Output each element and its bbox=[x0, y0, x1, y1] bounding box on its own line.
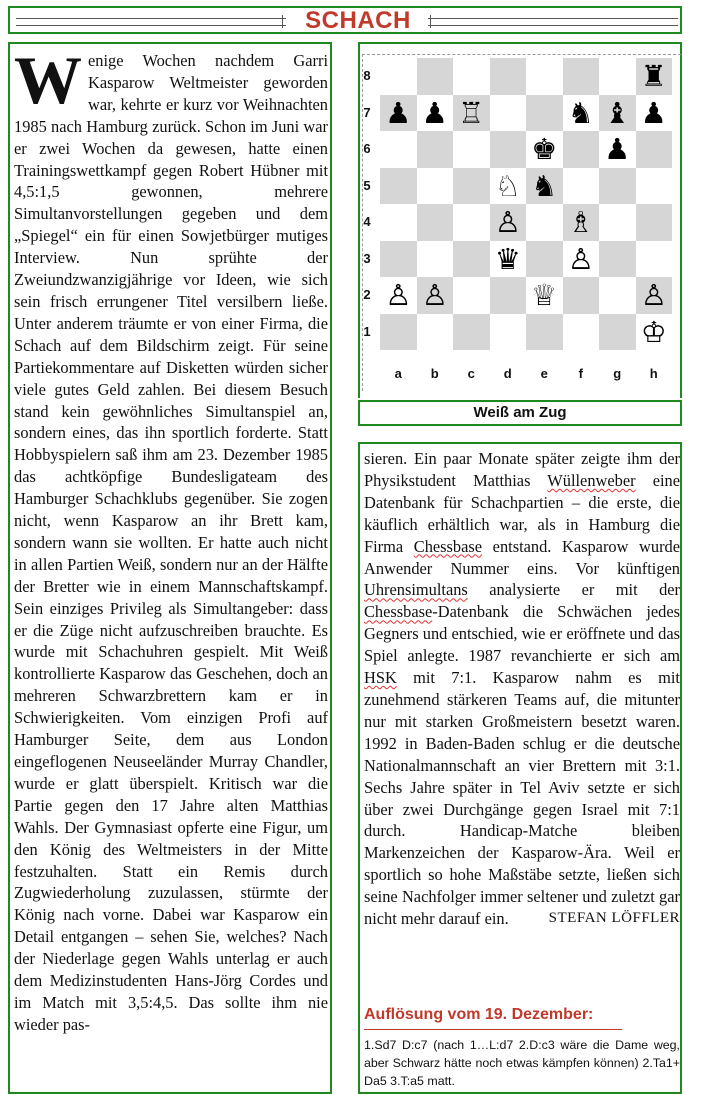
square-b4 bbox=[417, 204, 454, 241]
square-d7 bbox=[490, 95, 527, 132]
square-d2 bbox=[490, 277, 527, 314]
article-body-right bbox=[364, 448, 680, 930]
square-a3 bbox=[380, 241, 417, 278]
article-body-left bbox=[14, 42, 328, 1036]
piece-h7: ♟ bbox=[640, 95, 667, 130]
piece-h8: ♜ bbox=[640, 59, 667, 93]
square-b8 bbox=[417, 58, 454, 95]
square-g4 bbox=[599, 204, 636, 241]
piece-h2: ♙ bbox=[640, 278, 667, 312]
chess-board bbox=[380, 58, 672, 350]
file-label-e: e bbox=[540, 366, 548, 381]
solution-text: 1.Sd7 D:c7 (nach 1…L:d7 2.D:c3 wäre die Dame weg, aber Schwarz hätte noch etwas kämpfen können) 2.Ta1+ Da5 3.T:a5 matt. bbox=[364, 1038, 680, 1088]
file-label-b: b bbox=[430, 366, 439, 381]
square-a4 bbox=[380, 204, 417, 241]
piece-g6: ♟ bbox=[604, 132, 631, 166]
file-label-f: f bbox=[578, 366, 583, 381]
square-f8 bbox=[563, 58, 600, 95]
piece-f4: ♗ bbox=[567, 205, 594, 239]
rank-label-8: 8 bbox=[363, 68, 371, 83]
drop-cap: W bbox=[14, 42, 82, 118]
square-h3 bbox=[636, 241, 673, 278]
piece-f7: ♞ bbox=[567, 95, 594, 130]
square-b3 bbox=[417, 241, 454, 278]
piece-b7: ♟ bbox=[421, 95, 448, 130]
spell-flag-wuellenweber: Wüllenweber bbox=[547, 470, 636, 490]
author-signature: STEFAN LÖFFLER bbox=[548, 910, 680, 927]
piece-h1: ♔ bbox=[640, 314, 667, 349]
square-h4 bbox=[636, 204, 673, 241]
square-d8 bbox=[490, 58, 527, 95]
article-text-right-2: eine Datenbank für Schachpartien – die erste, die käuflich erhältlich war, als in Hamburg die Firma bbox=[364, 470, 680, 556]
rank-label-5: 5 bbox=[363, 177, 371, 193]
square-c3 bbox=[453, 241, 490, 278]
piece-g7: ♝ bbox=[604, 95, 631, 130]
article-text-left: enige Wochen nachdem Garri Kasparow Weltmeister geworden war, kehrte er kurz vor Weihnachten 1985 nach Hamburg zurück. Schon im Juni war er zwei Wochen da gewesen, hatte einen Trainingswettkampf gegen Robert Hübner mit 4,5:1,5 gewonnen, mehrere Simultanvorstellungen gegeben und dem „Spiegel“ ein für einen Sowjetbürger mutiges Interview. Nun sprühte der Zweiundzwanzigjährige vor Ideen, wie sich sein frisch errungener Titel versilbern ließe. Unter anderem träumte er von einer Firma, die Schach auf dem Bildschirm zeigt. Für seine Partiekommentare auf Disketten würden sicher viele gutes Geld zahlen. Bei diesem Besuch stand kein gewöhnliches Simultanspiel an, sondern eines, das ihn sportlich forderte. Statt Hobbyspielern saß ihm am 23. Dezember 1985 das achtköpfige Bundesligateam des Hamburger Schachklubs gegenüber. Sie zogen nicht, wenn Kasparow an ihr Brett kam, sondern wann sie wollten. Er hatte auch nicht in allen Partien Weiß, sondern nur an der Hälfte der Bretter wie in einem Mannschaftskampf. Sein einziges Privileg als Simultangeber: dass er die Züge nicht aufzuschreiben brauchte. Es wurde mit Schachuhren gespielt. Mit Weiß kontrollierte Kasparow das Geschehen, doch an mehreren Schwarzbrettern kam er in Schwierigkeiten. Vom einzigen Profi auf Hamburger Seite, dem aus London eingeflogenen Neuseeländer Murray Chandler, wurde er glatt überspielt. Kritisch war die Partie gegen den 17 Jahre alten Matthias Wahls. Der Gymnasiast opferte eine Figur, um den König des Weltmeisters in der Mitte festzuhalten. Statt ein Remis durch Zugwiederholung zuzulassen, stürmte der König nach vorne. Dabei war Kasparow ein Detail entgangen – sehen Sie, welches? Nach der Niederlage gegen Wahls unterlag er auch dem Medizinstudenten Hans-Jörg Cordes und im Match mit 3,5:4,5. Das sollte ihm nie wieder pas- bbox=[14, 51, 328, 1034]
piece-e5: ♞ bbox=[531, 168, 558, 203]
piece-b2: ♙ bbox=[421, 278, 448, 312]
rank-label-3: 3 bbox=[363, 250, 371, 266]
square-e3 bbox=[526, 241, 563, 278]
piece-c7: ♖ bbox=[458, 95, 485, 130]
square-c2 bbox=[453, 277, 490, 314]
square-a6 bbox=[380, 131, 417, 168]
spell-flag-uhrensimultans: Uhrensimultans bbox=[364, 580, 468, 600]
square-g1 bbox=[599, 314, 636, 351]
square-h5 bbox=[636, 168, 673, 205]
square-e8 bbox=[526, 58, 563, 95]
solution-underline bbox=[364, 1029, 622, 1030]
article-column-left bbox=[8, 42, 332, 1094]
square-e7 bbox=[526, 95, 563, 132]
article-text-right-1: sieren. Ein paar Monate später zeigte ihm der Physikstudent Matthias bbox=[364, 449, 680, 490]
piece-a2: ♙ bbox=[385, 278, 412, 312]
file-label-d: d bbox=[503, 366, 512, 381]
article-text-right-5: -Datenbank die Schwächen jedes Gegners und entschied, wie er eröffnete und das Spiel anlegte. 1987 revanchierte er sich am bbox=[364, 602, 680, 666]
square-e4 bbox=[526, 204, 563, 241]
square-c1 bbox=[453, 314, 490, 351]
square-f6 bbox=[563, 131, 600, 168]
article-text-right-4: analysierte er mit der bbox=[467, 580, 680, 600]
square-g2 bbox=[599, 277, 636, 314]
file-label-a: a bbox=[394, 366, 402, 381]
square-h6 bbox=[636, 131, 673, 168]
square-e1 bbox=[526, 314, 563, 351]
header-bar bbox=[8, 6, 682, 34]
piece-d4: ♙ bbox=[494, 205, 521, 239]
rank-label-2: 2 bbox=[363, 287, 371, 302]
square-c8 bbox=[453, 58, 490, 95]
square-f1 bbox=[563, 314, 600, 351]
piece-e6: ♚ bbox=[531, 132, 558, 166]
header-rule-right bbox=[428, 18, 678, 26]
article-text-right-6: mit 7:1. Kasparow nahm es mit zunehmend stärkeren Teams auf, die mitunter nur mit starken Großmeistern besetzt waren. 1992 in Baden-Baden schlug er die deutsche Nationalmannschaft an vier Brettern mit 3:1. Sechs Jahre später in Tel Aviv setzte er sich über zwei Durchgänge gegen Israel mit 7:1 durch. Handicap-Matche bleiben Markenzeichen der Kasparow-Ära. Weil er sportlich so hohe Maßstäbe setzte, ließen sich seine Nachfolger immer seltener und zuletzt gar nicht mehr darauf ein. bbox=[364, 668, 680, 929]
solution-heading: Auflösung vom 19. Dezember: bbox=[364, 1006, 594, 1023]
piece-e2: ♕ bbox=[531, 278, 558, 312]
rank-label-7: 7 bbox=[363, 104, 371, 120]
square-g5 bbox=[599, 168, 636, 205]
file-label-g: g bbox=[613, 366, 622, 381]
square-d1 bbox=[490, 314, 527, 351]
square-d6 bbox=[490, 131, 527, 168]
diagram-caption-box bbox=[358, 400, 682, 426]
square-b6 bbox=[417, 131, 454, 168]
spell-flag-hsk: HSK bbox=[364, 668, 397, 688]
square-c6 bbox=[453, 131, 490, 168]
file-label-c: c bbox=[467, 366, 475, 381]
piece-f3: ♙ bbox=[567, 241, 594, 276]
spell-flag-chessbase-2: Chessbase bbox=[364, 602, 433, 622]
square-f2 bbox=[563, 277, 600, 314]
square-a1 bbox=[380, 314, 417, 351]
piece-d3: ♛ bbox=[494, 241, 521, 276]
square-c4 bbox=[453, 204, 490, 241]
rank-label-1: 1 bbox=[363, 323, 371, 339]
article-column-right bbox=[358, 442, 682, 1094]
header-rule-left bbox=[16, 18, 286, 26]
file-label-h: h bbox=[649, 366, 658, 381]
square-g3 bbox=[599, 241, 636, 278]
square-c5 bbox=[453, 168, 490, 205]
article-text-right-3: entstand. Kasparow wurde Anwender Nummer eins. Vor künftigen bbox=[364, 536, 680, 578]
spell-flag-chessbase: Chessbase bbox=[413, 536, 483, 556]
piece-d5: ♘ bbox=[494, 168, 521, 203]
square-b5 bbox=[417, 168, 454, 205]
square-a5 bbox=[380, 168, 417, 205]
square-a8 bbox=[380, 58, 417, 95]
rank-label-4: 4 bbox=[363, 214, 371, 229]
section-title: SCHACH bbox=[305, 7, 411, 34]
rank-label-6: 6 bbox=[363, 141, 371, 156]
diagram-caption: Weiß am Zug bbox=[473, 404, 567, 421]
piece-a7: ♟ bbox=[385, 95, 412, 130]
square-f5 bbox=[563, 168, 600, 205]
square-g8 bbox=[599, 58, 636, 95]
square-b1 bbox=[417, 314, 454, 351]
